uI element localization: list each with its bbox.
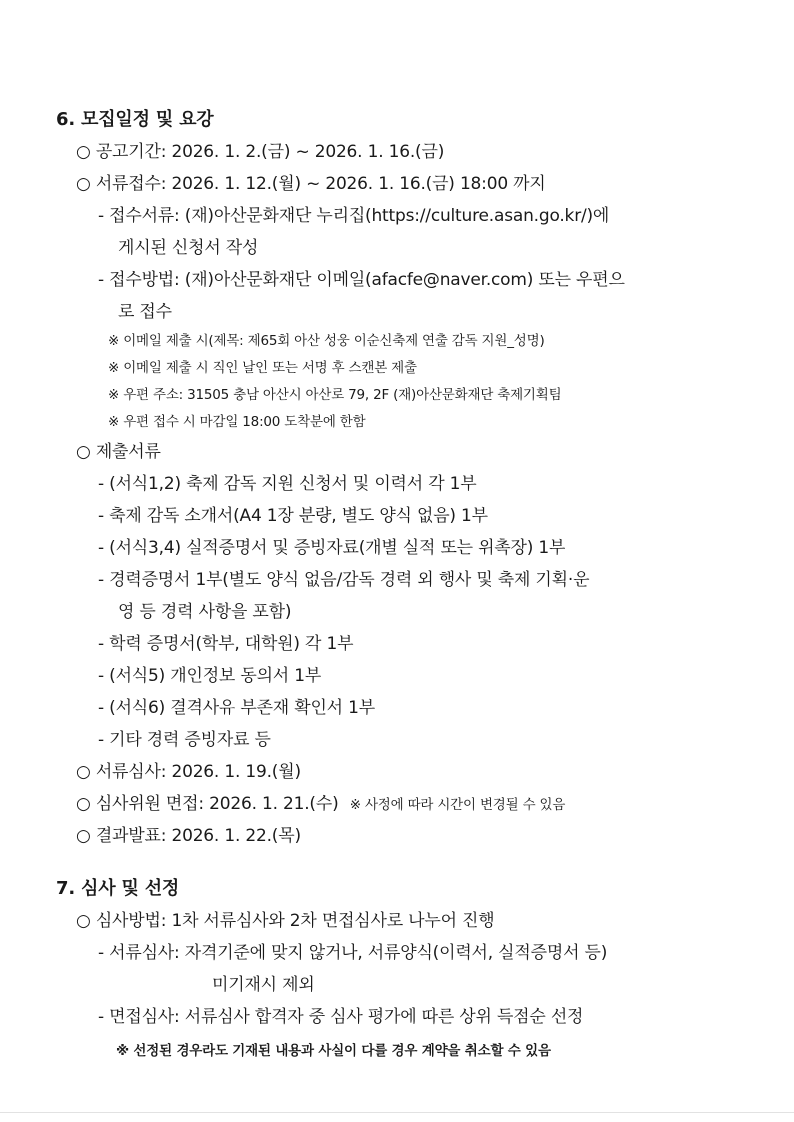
interview-date [76, 793, 565, 816]
submission-documents-line-1: - 접수서류: (재)아산문화재단 누리집(https://culture.asan.go.kr/)에 [98, 206, 610, 226]
document-review-criteria-line-2: 미기재시 제외 [212, 975, 315, 995]
submission-method-line-1: - 접수방법: (재)아산문화재단 이메일(afacfe@naver.com) 또는 우편으 [98, 270, 625, 290]
doc-item-other: - 기타 경력 증빙자료 등 [98, 730, 271, 750]
note-postal-deadline: ※ 우편 접수 시 마감일 18:00 도착분에 한함 [108, 414, 366, 430]
section-7-title: 7. 심사 및 선정 [56, 878, 180, 899]
doc-item-introduction: - 축제 감독 소개서(A4 1장 분량, 별도 양식 없음) 1부 [98, 506, 488, 526]
interview-note: ※ 사정에 따라 시간이 변경될 수 있음 [349, 797, 566, 813]
note-email-subject: ※ 이메일 제출 시(제목: 제65회 아산 성웅 이순신축제 연출 감독 지원_성명) [108, 333, 545, 349]
doc-item-career-line-2: 영 등 경력 사항을 포함) [118, 602, 292, 622]
required-documents-title: ○ 제출서류 [76, 442, 161, 462]
contract-cancellation-warning: ※ 선정된 경우라도 기재된 내용과 사실이 다를 경우 계약을 취소할 수 있음 [116, 1043, 551, 1059]
result-announcement-date: ○ 결과발표: 2026. 1. 22.(목) [76, 826, 301, 846]
doc-item-disqualification: - (서식6) 결격사유 부존재 확인서 1부 [98, 698, 375, 718]
document-review-criteria-line-1: - 서류심사: 자격기준에 맞지 않거나, 서류양식(이력서, 실적증명서 등) [98, 943, 608, 963]
doc-item-career-line-1: - 경력증명서 1부(별도 양식 없음/감독 경력 외 행사 및 축제 기획·운 [98, 570, 590, 590]
doc-item-application: - (서식1,2) 축제 감독 지원 신청서 및 이력서 각 1부 [98, 474, 477, 494]
note-email-seal: ※ 이메일 제출 시 직인 날인 또는 서명 후 스캔본 제출 [108, 360, 417, 376]
review-method: ○ 심사방법: 1차 서류심사와 2차 면접심사로 나누어 진행 [76, 911, 495, 931]
submission-documents-line-2: 게시된 신청서 작성 [118, 238, 259, 258]
submission-method-line-2: 로 접수 [118, 302, 172, 322]
interview-review-criteria: - 면접심사: 서류심사 합격자 중 심사 평가에 따른 상위 득점순 선정 [98, 1007, 584, 1027]
interview-date-text: ○ 심사위원 면접: 2026. 1. 21.(수) [76, 794, 339, 814]
document-review-date: ○ 서류심사: 2026. 1. 19.(월) [76, 762, 301, 782]
announce-period: ○ 공고기간: 2026. 1. 2.(금) ~ 2026. 1. 16.(금) [76, 142, 445, 162]
doc-item-performance: - (서식3,4) 실적증명서 및 증빙자료(개별 실적 또는 위촉장) 1부 [98, 538, 566, 558]
section-6-title: 6. 모집일정 및 요강 [56, 109, 214, 130]
doc-item-privacy: - (서식5) 개인정보 동의서 1부 [98, 666, 322, 686]
document-submission-period: ○ 서류접수: 2026. 1. 12.(월) ~ 2026. 1. 16.(금) 18:00 까지 [76, 174, 546, 194]
page-bottom-divider [0, 1112, 794, 1113]
doc-item-education: - 학력 증명서(학부, 대학원) 각 1부 [98, 634, 354, 654]
note-postal-address: ※ 우편 주소: 31505 충남 아산시 아산로 79, 2F (재)아산문화재단 축제기획팀 [108, 387, 562, 403]
